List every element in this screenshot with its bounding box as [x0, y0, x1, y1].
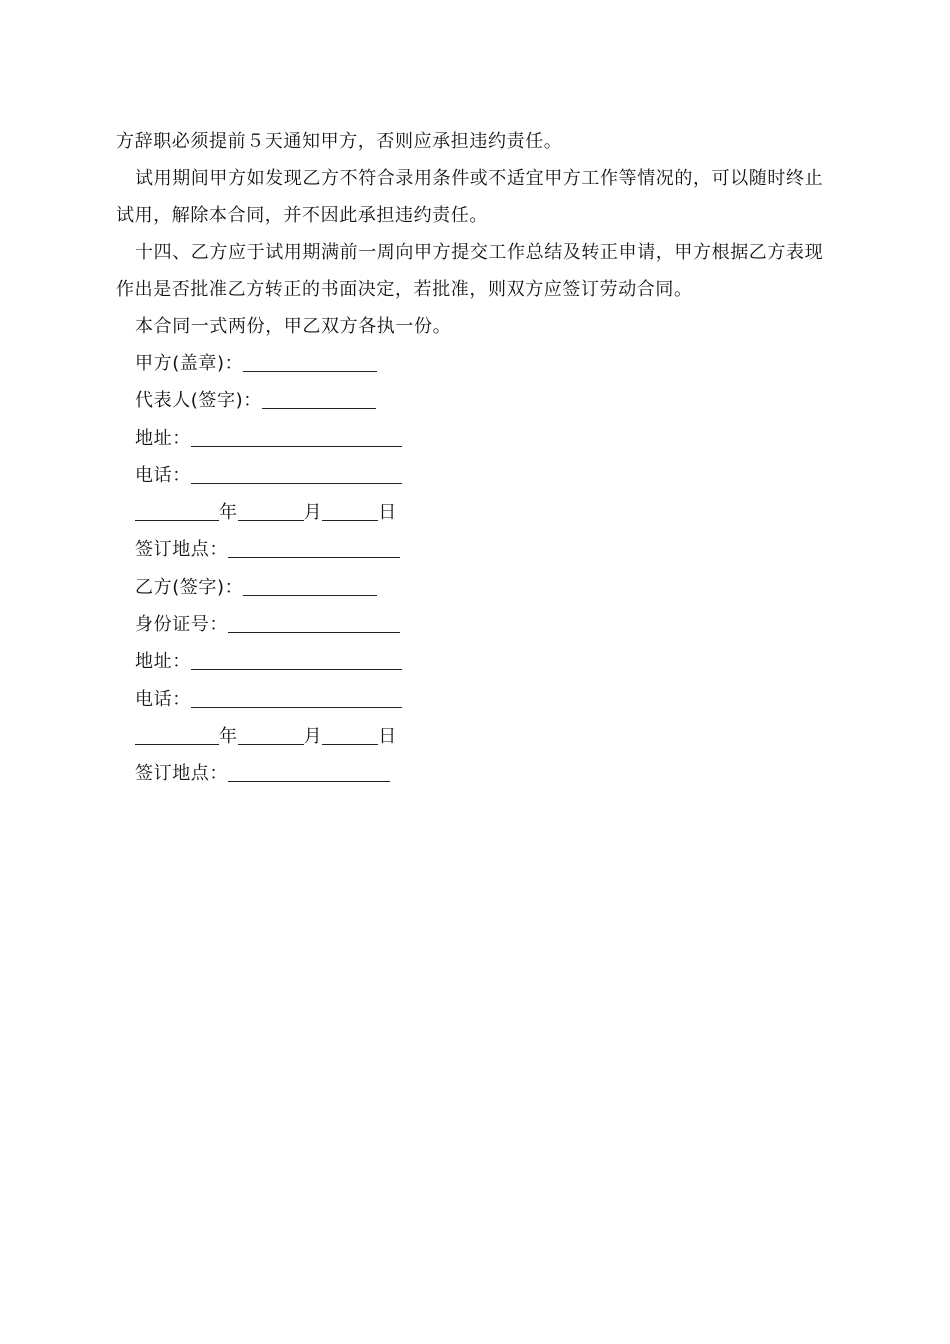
party-a-phone-blank	[191, 465, 402, 484]
party-a-day-blank	[322, 502, 378, 521]
party-b-month-label: 月	[303, 725, 323, 747]
paragraph-resignation-notice: 方辞职必须提前５天通知甲方，否则应承担违约责任。	[116, 131, 563, 152]
party-b-phone-label: 电话：	[135, 688, 191, 710]
party-a-seal-blank	[243, 353, 377, 372]
party-b-id-line	[116, 606, 832, 643]
party-b-phone-blank	[191, 689, 402, 708]
party-a-day-label: 日	[378, 502, 397, 524]
party-a-phone-line	[116, 457, 832, 494]
paragraph-copies: 本合同一式两份，甲乙双方各执一份。	[135, 316, 452, 337]
party-b-month-blank	[238, 726, 304, 745]
party-b-sign-line	[116, 569, 832, 606]
party-a-date-line	[116, 494, 832, 531]
party-b-day-label: 日	[378, 725, 397, 747]
party-b-date-line	[116, 718, 832, 755]
party-a-place-blank	[228, 539, 400, 558]
party-b-signature-block	[116, 569, 832, 793]
party-b-id-blank	[228, 614, 400, 633]
party-a-seal-line	[116, 345, 832, 382]
paragraph-clause-14: 十四、乙方应于试用期满前一周向甲方提交工作总结及转正申请，甲方根据乙方表现作出是否批准乙方转正的书面决定，若批准，则双方应签订劳动合同。	[116, 242, 824, 300]
party-b-day-blank	[322, 726, 378, 745]
party-b-phone-line	[116, 681, 832, 718]
party-b-address-line	[116, 643, 832, 680]
party-b-address-blank	[191, 651, 402, 670]
party-a-year-blank	[135, 502, 219, 521]
paragraph-probation-termination: 试用期间甲方如发现乙方不符合录用条件或不适宜甲方工作等情况的，可以随时终止试用，解除本合同，并不因此承担违约责任。	[116, 168, 824, 226]
party-a-seal-label: 甲方(盖章)：	[135, 353, 244, 374]
party-a-rep-label: 代表人(签字)：	[135, 390, 262, 412]
party-a-address-blank	[191, 428, 402, 447]
party-a-place-label: 签订地点：	[135, 539, 228, 561]
party-a-year-label: 年	[219, 502, 238, 524]
party-b-place-line	[116, 755, 832, 792]
party-a-phone-label: 电话：	[135, 464, 191, 486]
party-b-address-label: 地址：	[135, 651, 191, 673]
party-b-sign-blank	[243, 577, 377, 596]
party-b-place-label: 签订地点：	[135, 763, 228, 785]
party-b-sign-label: 乙方(签字)：	[135, 576, 244, 598]
party-b-place-blank	[228, 763, 390, 782]
party-b-year-label: 年	[219, 725, 238, 747]
party-b-id-label: 身份证号：	[135, 614, 228, 636]
party-a-month-label: 月	[303, 502, 323, 524]
party-a-address-line	[116, 420, 832, 457]
party-a-rep-line	[116, 382, 832, 419]
party-a-signature-block	[116, 345, 832, 569]
party-a-address-label: 地址：	[135, 427, 191, 449]
party-a-rep-blank	[262, 390, 376, 409]
party-a-month-blank	[238, 502, 304, 521]
party-b-year-blank	[135, 726, 219, 745]
party-a-place-line	[116, 531, 832, 568]
